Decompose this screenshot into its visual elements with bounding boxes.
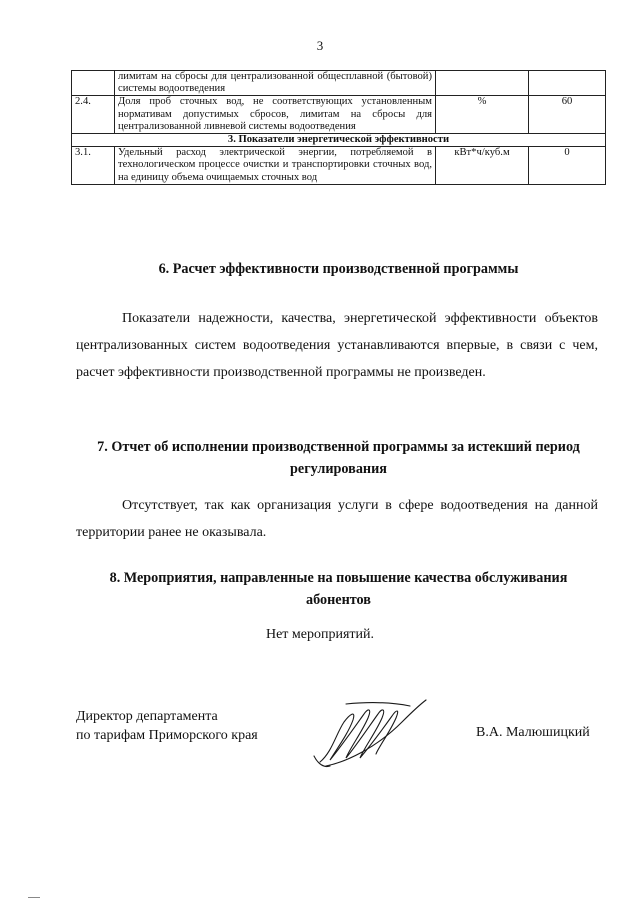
- section-8-heading: [72, 567, 605, 611]
- table-row: [72, 96, 606, 134]
- signer-title-line2: по тарифам Приморского края: [76, 728, 258, 743]
- section-8-heading-line2: абонентов: [306, 592, 371, 608]
- section-title-cell: 3. Показатели энергетической эффективности: [72, 134, 606, 147]
- section-7-text: Отсутствует, так как организация услуги в сфере водоотведения на данной территории ранее не оказывала.: [76, 498, 598, 540]
- page-number: 3: [316, 38, 324, 53]
- indicators-table-body: [72, 71, 606, 185]
- text-cell: лимитам на сбросы для централизованной общесплавной (бытовой) системы водоотведения: [115, 71, 436, 96]
- section-8-heading-line1: 8. Мероприятия, направленные на повышение качества обслуживания: [109, 570, 568, 586]
- unit-cell: кВт*ч/куб.м: [436, 147, 529, 185]
- num-cell: [72, 71, 115, 96]
- section-7-heading-line2: регулирования: [290, 461, 387, 477]
- signer-title: [76, 707, 258, 745]
- section-7-heading-line1: 7. Отчет об исполнении производственной программы за истекший период: [97, 439, 580, 455]
- text-cell: Доля проб сточных вод, не соответствующих установленным нормативам допустимых сбросов, лимитам на сбросы для централизованной ливневой системы водоотведения: [115, 96, 436, 134]
- handwritten-signature: [306, 692, 430, 776]
- page-edge-mark: [28, 897, 40, 898]
- value-cell: 0: [529, 147, 606, 185]
- unit-cell: [436, 71, 529, 96]
- signer-title-line1: Директор департамента: [76, 709, 218, 724]
- section-8-text: Нет мероприятий.: [265, 627, 375, 642]
- value-cell: [529, 71, 606, 96]
- text-cell: Удельный расход электрической энергии, потребляемой в технологическом процессе очистки и транспортировки сточных вод, на единицу объема очищаемых сточных вод: [115, 147, 436, 185]
- value-cell: 60: [529, 96, 606, 134]
- unit-cell: %: [436, 96, 529, 134]
- num-cell: 3.1.: [72, 147, 115, 185]
- indicators-table: [71, 70, 606, 185]
- signer-name: В.А. Малюшицкий: [476, 725, 590, 740]
- table-section-row: [72, 134, 606, 147]
- section-6-heading: 6. Расчет эффективности производственной программы: [158, 261, 519, 277]
- table-row: [72, 71, 606, 96]
- table-row: [72, 147, 606, 185]
- section-7-heading: [72, 436, 605, 480]
- section-6-text: Показатели надежности, качества, энергетической эффективности объектов централизованных систем водоотведения устанавливаются впервые, в связи с чем, расчет эффективности производственной программы не произведен.: [76, 311, 598, 380]
- num-cell: 2.4.: [72, 96, 115, 134]
